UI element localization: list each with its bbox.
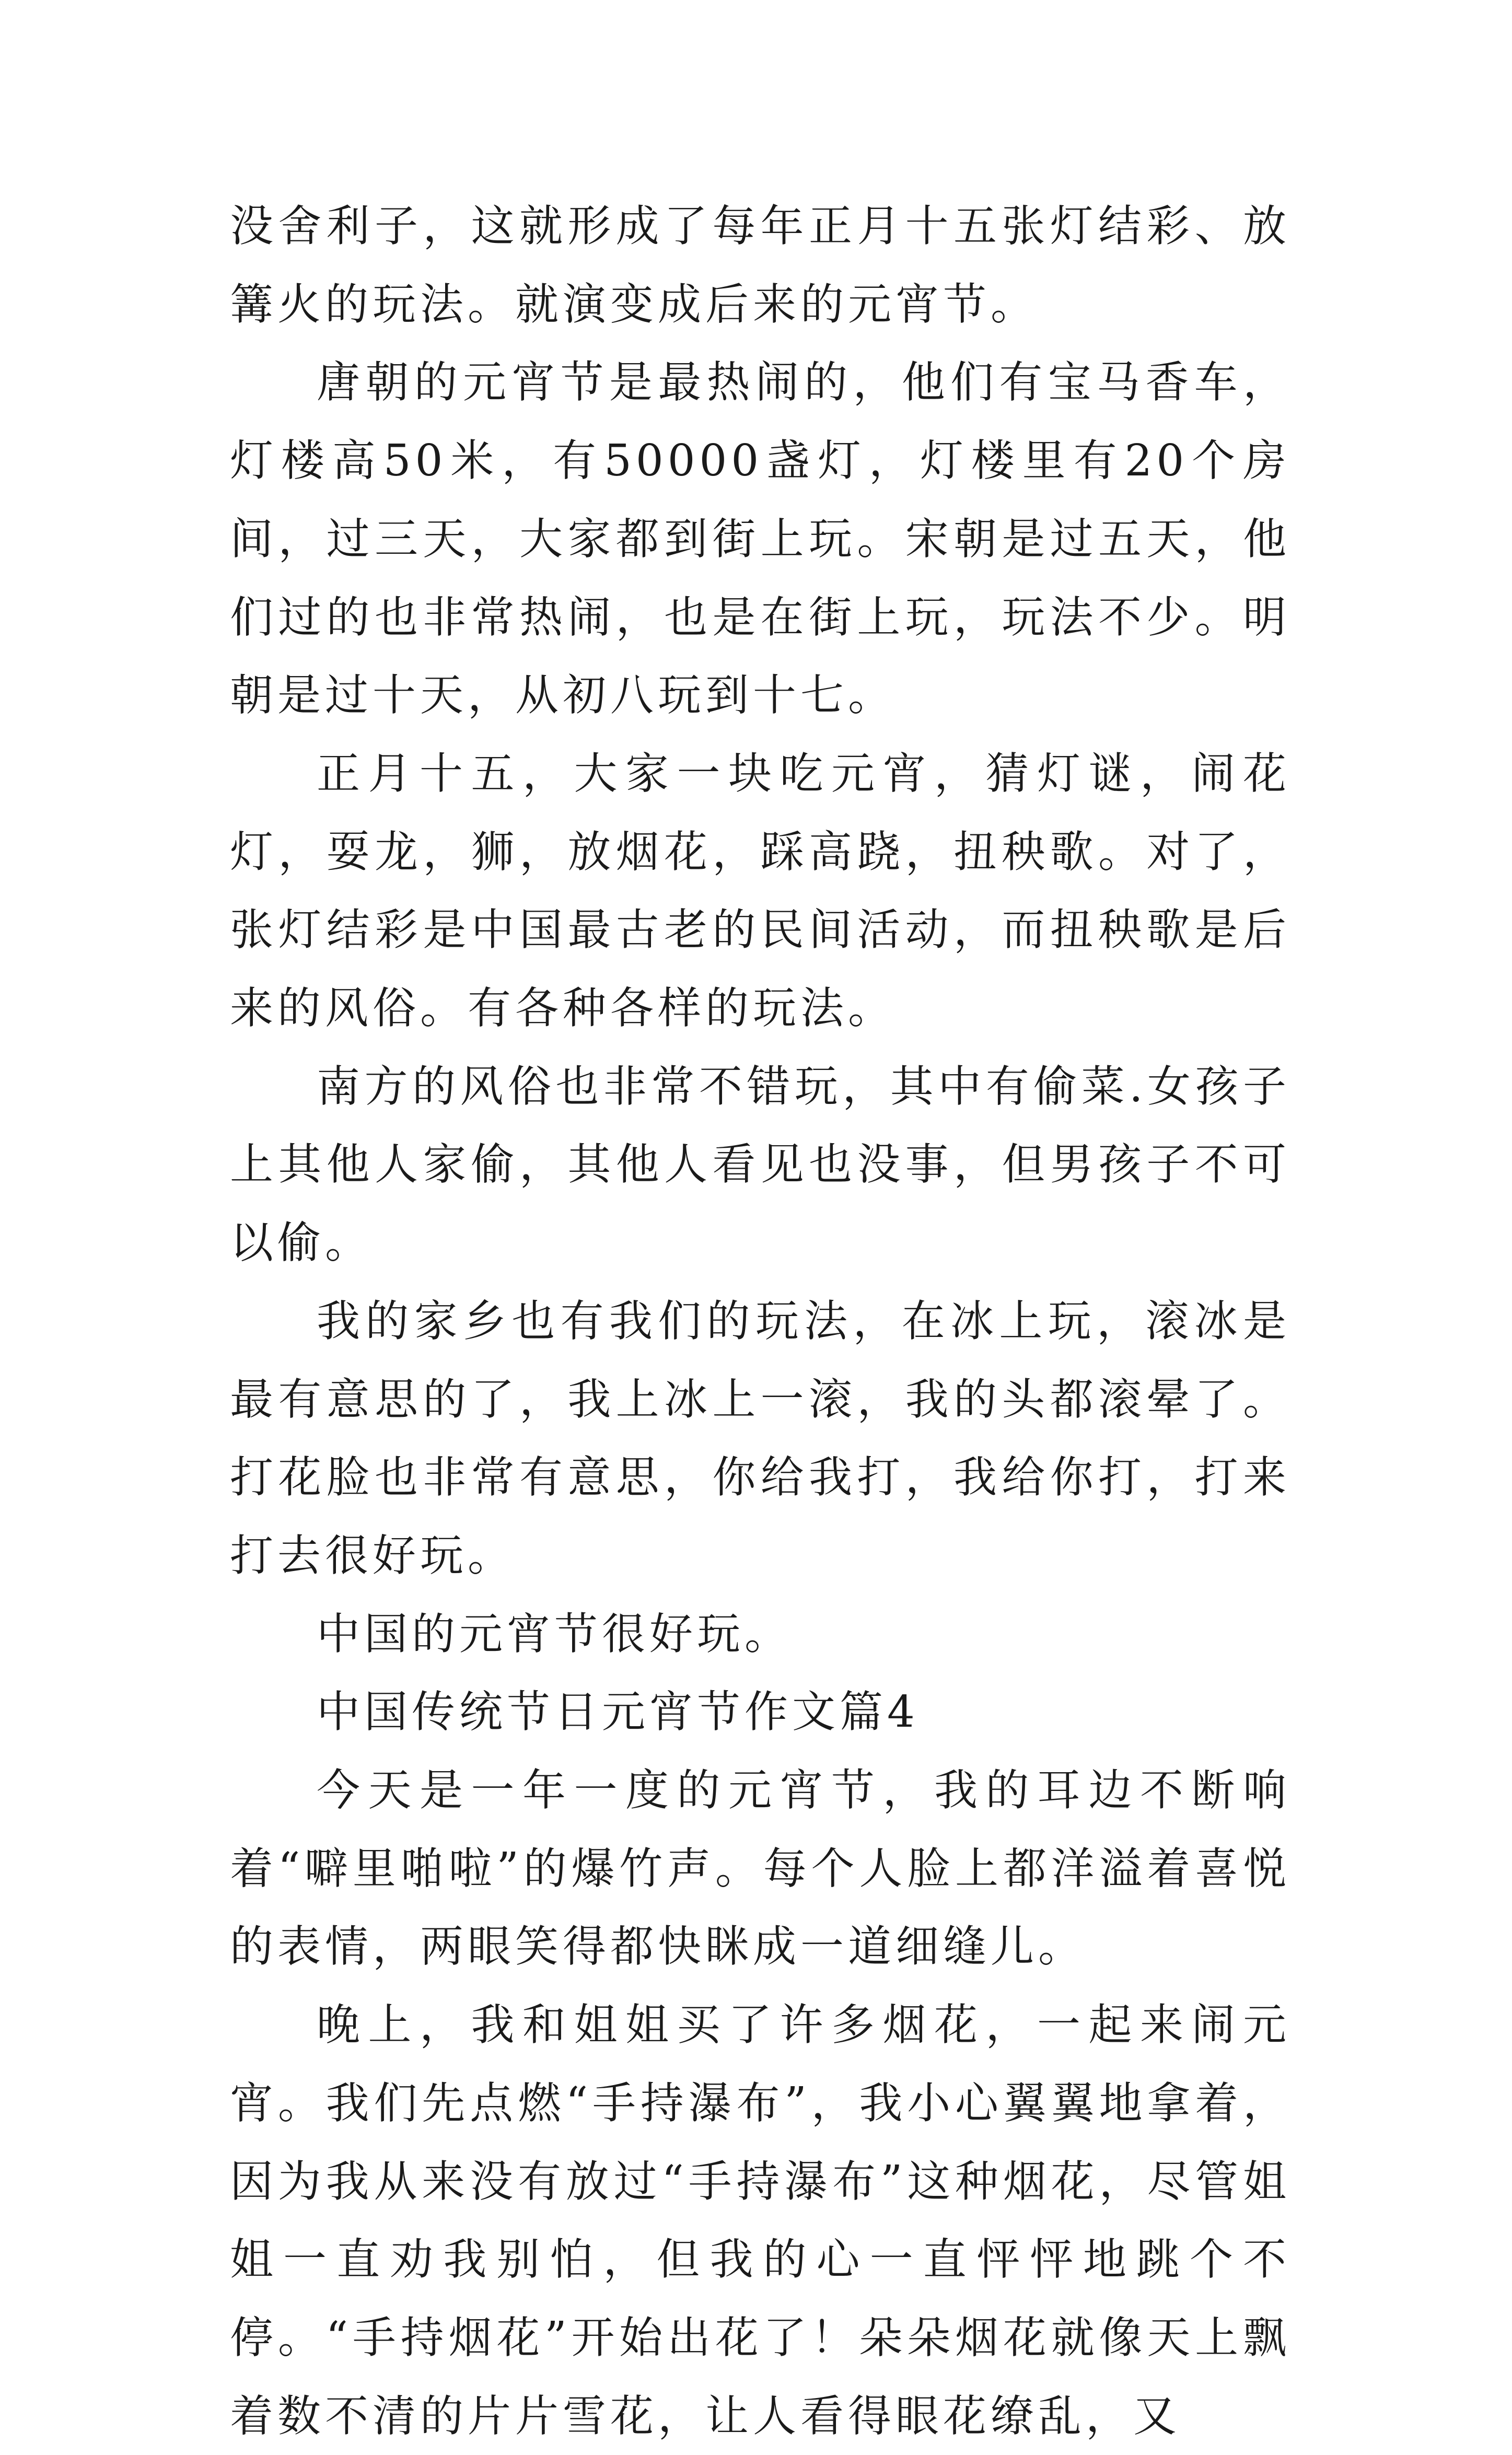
- paragraph-8: 晚上，我和姐姐买了许多烟花，一起来闹元宵。我们先点燃“手持瀑布”，我小心翼翼地拿着，因为我从来没有放过“手持瀑布”这种烟花，尽管姐姐一直劝我别怕，但我的心一直怦怦地跳个不停。“手持烟花”开始出花了！朵朵烟花就像天上飘着数不清的片片雪花，让人看得眼花缭乱，又: [230, 1999, 1290, 2441]
- paragraph-1: 没舍利子，这就形成了每年正月十五张灯结彩、放篝火的玩法。就演变成后来的元宵节。: [230, 201, 1290, 330]
- paragraph-4: 南方的风俗也非常不错玩，其中有偷菜.女孩子上其他人家偷，其他人看见也没事，但男孩子不可以偷。: [230, 1061, 1290, 1269]
- essay-body: [230, 187, 1290, 2455]
- paragraph-2: 唐朝的元宵节是最热闹的，他们有宝马香车，灯楼高50米，有50000盏灯，灯楼里有20个房间，过三天，大家都到街上玩。宋朝是过五天，他们过的也非常热闹，也是在街上玩，玩法不少。明朝是过十天，从初八玩到十七。: [230, 357, 1290, 721]
- paragraph-7: 今天是一年一度的元宵节，我的耳边不断响着“噼里啪啦”的爆竹声。每个人脸上都洋溢着喜悦的表情，两眼笑得都快眯成一道细缝儿。: [230, 1765, 1290, 1972]
- paragraph-3: 正月十五，大家一块吃元宵，猜灯谜，闹花灯，耍龙，狮，放烟花，踩高跷，扭秧歌。对了，张灯结彩是中国最古老的民间活动，而扭秧歌是后来的风俗。有各种各样的玩法。: [230, 748, 1290, 1034]
- paragraph-6: 中国的元宵节很好玩。: [317, 1608, 792, 1659]
- section-heading: 中国传统节日元宵节作文篇4: [317, 1686, 919, 1738]
- paragraph-5: 我的家乡也有我们的玩法，在冰上玩，滚冰是最有意思的了，我上冰上一滚，我的头都滚晕了。打花脸也非常有意思，你给我打，我给你打，打来打去很好玩。: [230, 1295, 1290, 1581]
